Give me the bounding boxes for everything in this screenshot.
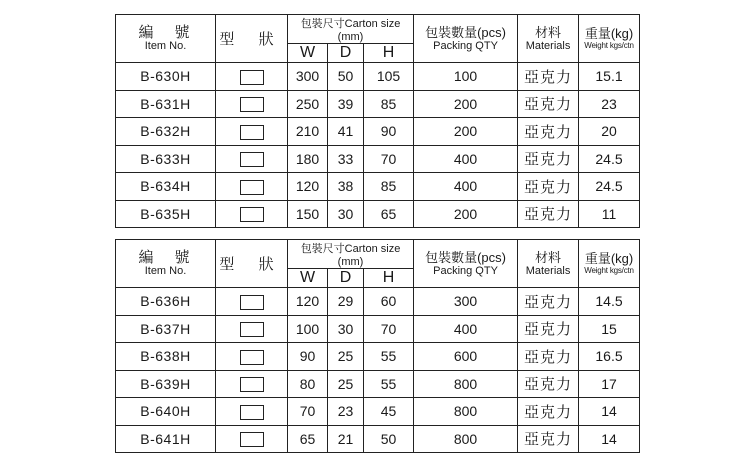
weight-cell: 14	[579, 425, 640, 453]
shape-header: 型 狀	[216, 15, 288, 63]
carton-h-cell: 70	[364, 145, 414, 173]
carton-h-cell: 55	[364, 343, 414, 371]
table-row	[116, 315, 640, 343]
weight-header	[579, 240, 640, 288]
carton-d-cell: 25	[328, 343, 364, 371]
table-row	[116, 200, 640, 228]
material-cell: 亞克力	[518, 425, 579, 453]
carton-d-cell: 50	[328, 63, 364, 91]
item-no-cell: B-638H	[116, 343, 216, 371]
dim-h-header: H	[364, 269, 414, 288]
rectangle-shape-icon	[240, 405, 264, 420]
shape-cell	[216, 343, 288, 371]
weight-cell: 17	[579, 370, 640, 398]
spec-table-2	[115, 239, 640, 453]
weight-cell: 20	[579, 118, 640, 146]
table-row	[116, 370, 640, 398]
carton-w-cell: 70	[288, 398, 328, 426]
packing-qty-cell: 400	[414, 145, 518, 173]
carton-d-cell: 38	[328, 173, 364, 201]
carton-w-cell: 300	[288, 63, 328, 91]
packing-qty-cell: 600	[414, 343, 518, 371]
carton-d-cell: 23	[328, 398, 364, 426]
item-no-cell: B-631H	[116, 90, 216, 118]
weight-cell: 14.5	[579, 288, 640, 316]
weight-cell: 24.5	[579, 173, 640, 201]
materials-header-zh: 材料	[535, 249, 562, 265]
material-cell: 亞克力	[518, 63, 579, 91]
item-no-header	[116, 15, 216, 63]
carton-d-cell: 29	[328, 288, 364, 316]
table-row	[116, 343, 640, 371]
spec-table-1	[115, 14, 640, 228]
materials-header-en: Materials	[525, 264, 571, 277]
carton-d-cell: 39	[328, 90, 364, 118]
material-cell: 亞克力	[518, 343, 579, 371]
weight-header	[579, 15, 640, 63]
packing-qty-header	[414, 15, 518, 63]
rectangle-shape-icon	[240, 295, 264, 310]
carton-d-cell: 25	[328, 370, 364, 398]
carton-h-cell: 55	[364, 370, 414, 398]
table-row	[116, 90, 640, 118]
materials-header	[518, 15, 579, 63]
carton-w-cell: 180	[288, 145, 328, 173]
table-row	[116, 118, 640, 146]
table-row	[116, 398, 640, 426]
item-no-cell: B-633H	[116, 145, 216, 173]
shape-cell	[216, 315, 288, 343]
carton-h-cell: 50	[364, 425, 414, 453]
material-cell: 亞克力	[518, 398, 579, 426]
dim-d-header: D	[328, 44, 364, 63]
carton-h-cell: 70	[364, 315, 414, 343]
carton-w-cell: 65	[288, 425, 328, 453]
weight-cell: 24.5	[579, 145, 640, 173]
rectangle-shape-icon	[240, 322, 264, 337]
rectangle-shape-icon	[240, 70, 264, 85]
dim-w-header: W	[288, 269, 328, 288]
table-row	[116, 63, 640, 91]
weight-cell: 11	[579, 200, 640, 228]
item-no-header-en: Item No.	[144, 265, 187, 277]
carton-w-cell: 210	[288, 118, 328, 146]
item-no-cell: B-632H	[116, 118, 216, 146]
material-cell: 亞克力	[518, 90, 579, 118]
material-cell: 亞克力	[518, 173, 579, 201]
packing-qty-cell: 800	[414, 370, 518, 398]
shape-cell	[216, 288, 288, 316]
packing-qty-cell: 300	[414, 288, 518, 316]
packing-qty-cell: 800	[414, 425, 518, 453]
carton-w-cell: 90	[288, 343, 328, 371]
shape-header: 型 狀	[216, 240, 288, 288]
rectangle-shape-icon	[240, 207, 264, 222]
carton-d-cell: 21	[328, 425, 364, 453]
material-cell: 亞克力	[518, 288, 579, 316]
item-no-header-zh: 編 號	[138, 249, 193, 266]
carton-h-cell: 90	[364, 118, 414, 146]
weight-header-en: Weight kgs/ctn	[584, 41, 634, 50]
weight-header-zh: 重量(kg)	[584, 26, 634, 41]
table-row	[116, 288, 640, 316]
table-row	[116, 425, 640, 453]
carton-w-cell: 120	[288, 173, 328, 201]
rectangle-shape-icon	[240, 152, 264, 167]
packing-qty-cell: 400	[414, 315, 518, 343]
weight-cell: 15	[579, 315, 640, 343]
packing-qty-cell: 100	[414, 63, 518, 91]
carton-h-cell: 85	[364, 173, 414, 201]
item-no-header	[116, 240, 216, 288]
dim-d-header: D	[328, 269, 364, 288]
packing-qty-header-en: Packing QTY	[433, 39, 498, 52]
material-cell: 亞克力	[518, 118, 579, 146]
packing-qty-cell: 200	[414, 118, 518, 146]
shape-cell	[216, 370, 288, 398]
material-cell: 亞克力	[518, 200, 579, 228]
dim-w-header: W	[288, 44, 328, 63]
carton-w-cell: 250	[288, 90, 328, 118]
carton-size-header: 包裝尺寸Carton size (mm)	[288, 240, 414, 269]
packing-qty-header-en: Packing QTY	[433, 264, 498, 277]
carton-h-cell: 45	[364, 398, 414, 426]
carton-w-cell: 150	[288, 200, 328, 228]
packing-qty-header	[414, 240, 518, 288]
rectangle-shape-icon	[240, 180, 264, 195]
material-cell: 亞克力	[518, 370, 579, 398]
carton-size-header: 包裝尺寸Carton size (mm)	[288, 15, 414, 44]
shape-cell	[216, 145, 288, 173]
item-no-cell: B-635H	[116, 200, 216, 228]
carton-d-cell: 30	[328, 200, 364, 228]
packing-qty-header-zh: 包裝數量(pcs)	[425, 24, 506, 40]
item-no-cell: B-630H	[116, 63, 216, 91]
packing-qty-cell: 200	[414, 200, 518, 228]
weight-cell: 16.5	[579, 343, 640, 371]
rectangle-shape-icon	[240, 432, 264, 447]
carton-h-cell: 105	[364, 63, 414, 91]
weight-cell: 15.1	[579, 63, 640, 91]
shape-cell	[216, 173, 288, 201]
item-no-header-en: Item No.	[144, 40, 187, 52]
materials-header-en: Materials	[525, 39, 571, 52]
packing-qty-header-zh: 包裝數量(pcs)	[425, 249, 506, 265]
packing-qty-cell: 400	[414, 173, 518, 201]
carton-h-cell: 65	[364, 200, 414, 228]
packing-qty-cell: 800	[414, 398, 518, 426]
materials-header	[518, 240, 579, 288]
rectangle-shape-icon	[240, 377, 264, 392]
carton-w-cell: 80	[288, 370, 328, 398]
materials-header-zh: 材料	[535, 24, 562, 40]
item-no-cell: B-641H	[116, 425, 216, 453]
item-no-cell: B-640H	[116, 398, 216, 426]
carton-w-cell: 120	[288, 288, 328, 316]
rectangle-shape-icon	[240, 125, 264, 140]
item-no-cell: B-639H	[116, 370, 216, 398]
shape-cell	[216, 90, 288, 118]
rectangle-shape-icon	[240, 350, 264, 365]
carton-d-cell: 30	[328, 315, 364, 343]
packing-qty-cell: 200	[414, 90, 518, 118]
weight-cell: 23	[579, 90, 640, 118]
carton-d-cell: 41	[328, 118, 364, 146]
carton-w-cell: 100	[288, 315, 328, 343]
weight-header-en: Weight kgs/ctn	[584, 266, 634, 275]
item-no-cell: B-637H	[116, 315, 216, 343]
item-no-header-zh: 編 號	[138, 24, 193, 41]
weight-cell: 14	[579, 398, 640, 426]
rectangle-shape-icon	[240, 97, 264, 112]
shape-cell	[216, 425, 288, 453]
carton-h-cell: 60	[364, 288, 414, 316]
shape-cell	[216, 398, 288, 426]
item-no-cell: B-634H	[116, 173, 216, 201]
item-no-cell: B-636H	[116, 288, 216, 316]
material-cell: 亞克力	[518, 315, 579, 343]
table-row	[116, 145, 640, 173]
material-cell: 亞克力	[518, 145, 579, 173]
shape-cell	[216, 200, 288, 228]
carton-d-cell: 33	[328, 145, 364, 173]
table-row	[116, 173, 640, 201]
shape-cell	[216, 63, 288, 91]
shape-cell	[216, 118, 288, 146]
carton-h-cell: 85	[364, 90, 414, 118]
dim-h-header: H	[364, 44, 414, 63]
weight-header-zh: 重量(kg)	[584, 251, 634, 266]
